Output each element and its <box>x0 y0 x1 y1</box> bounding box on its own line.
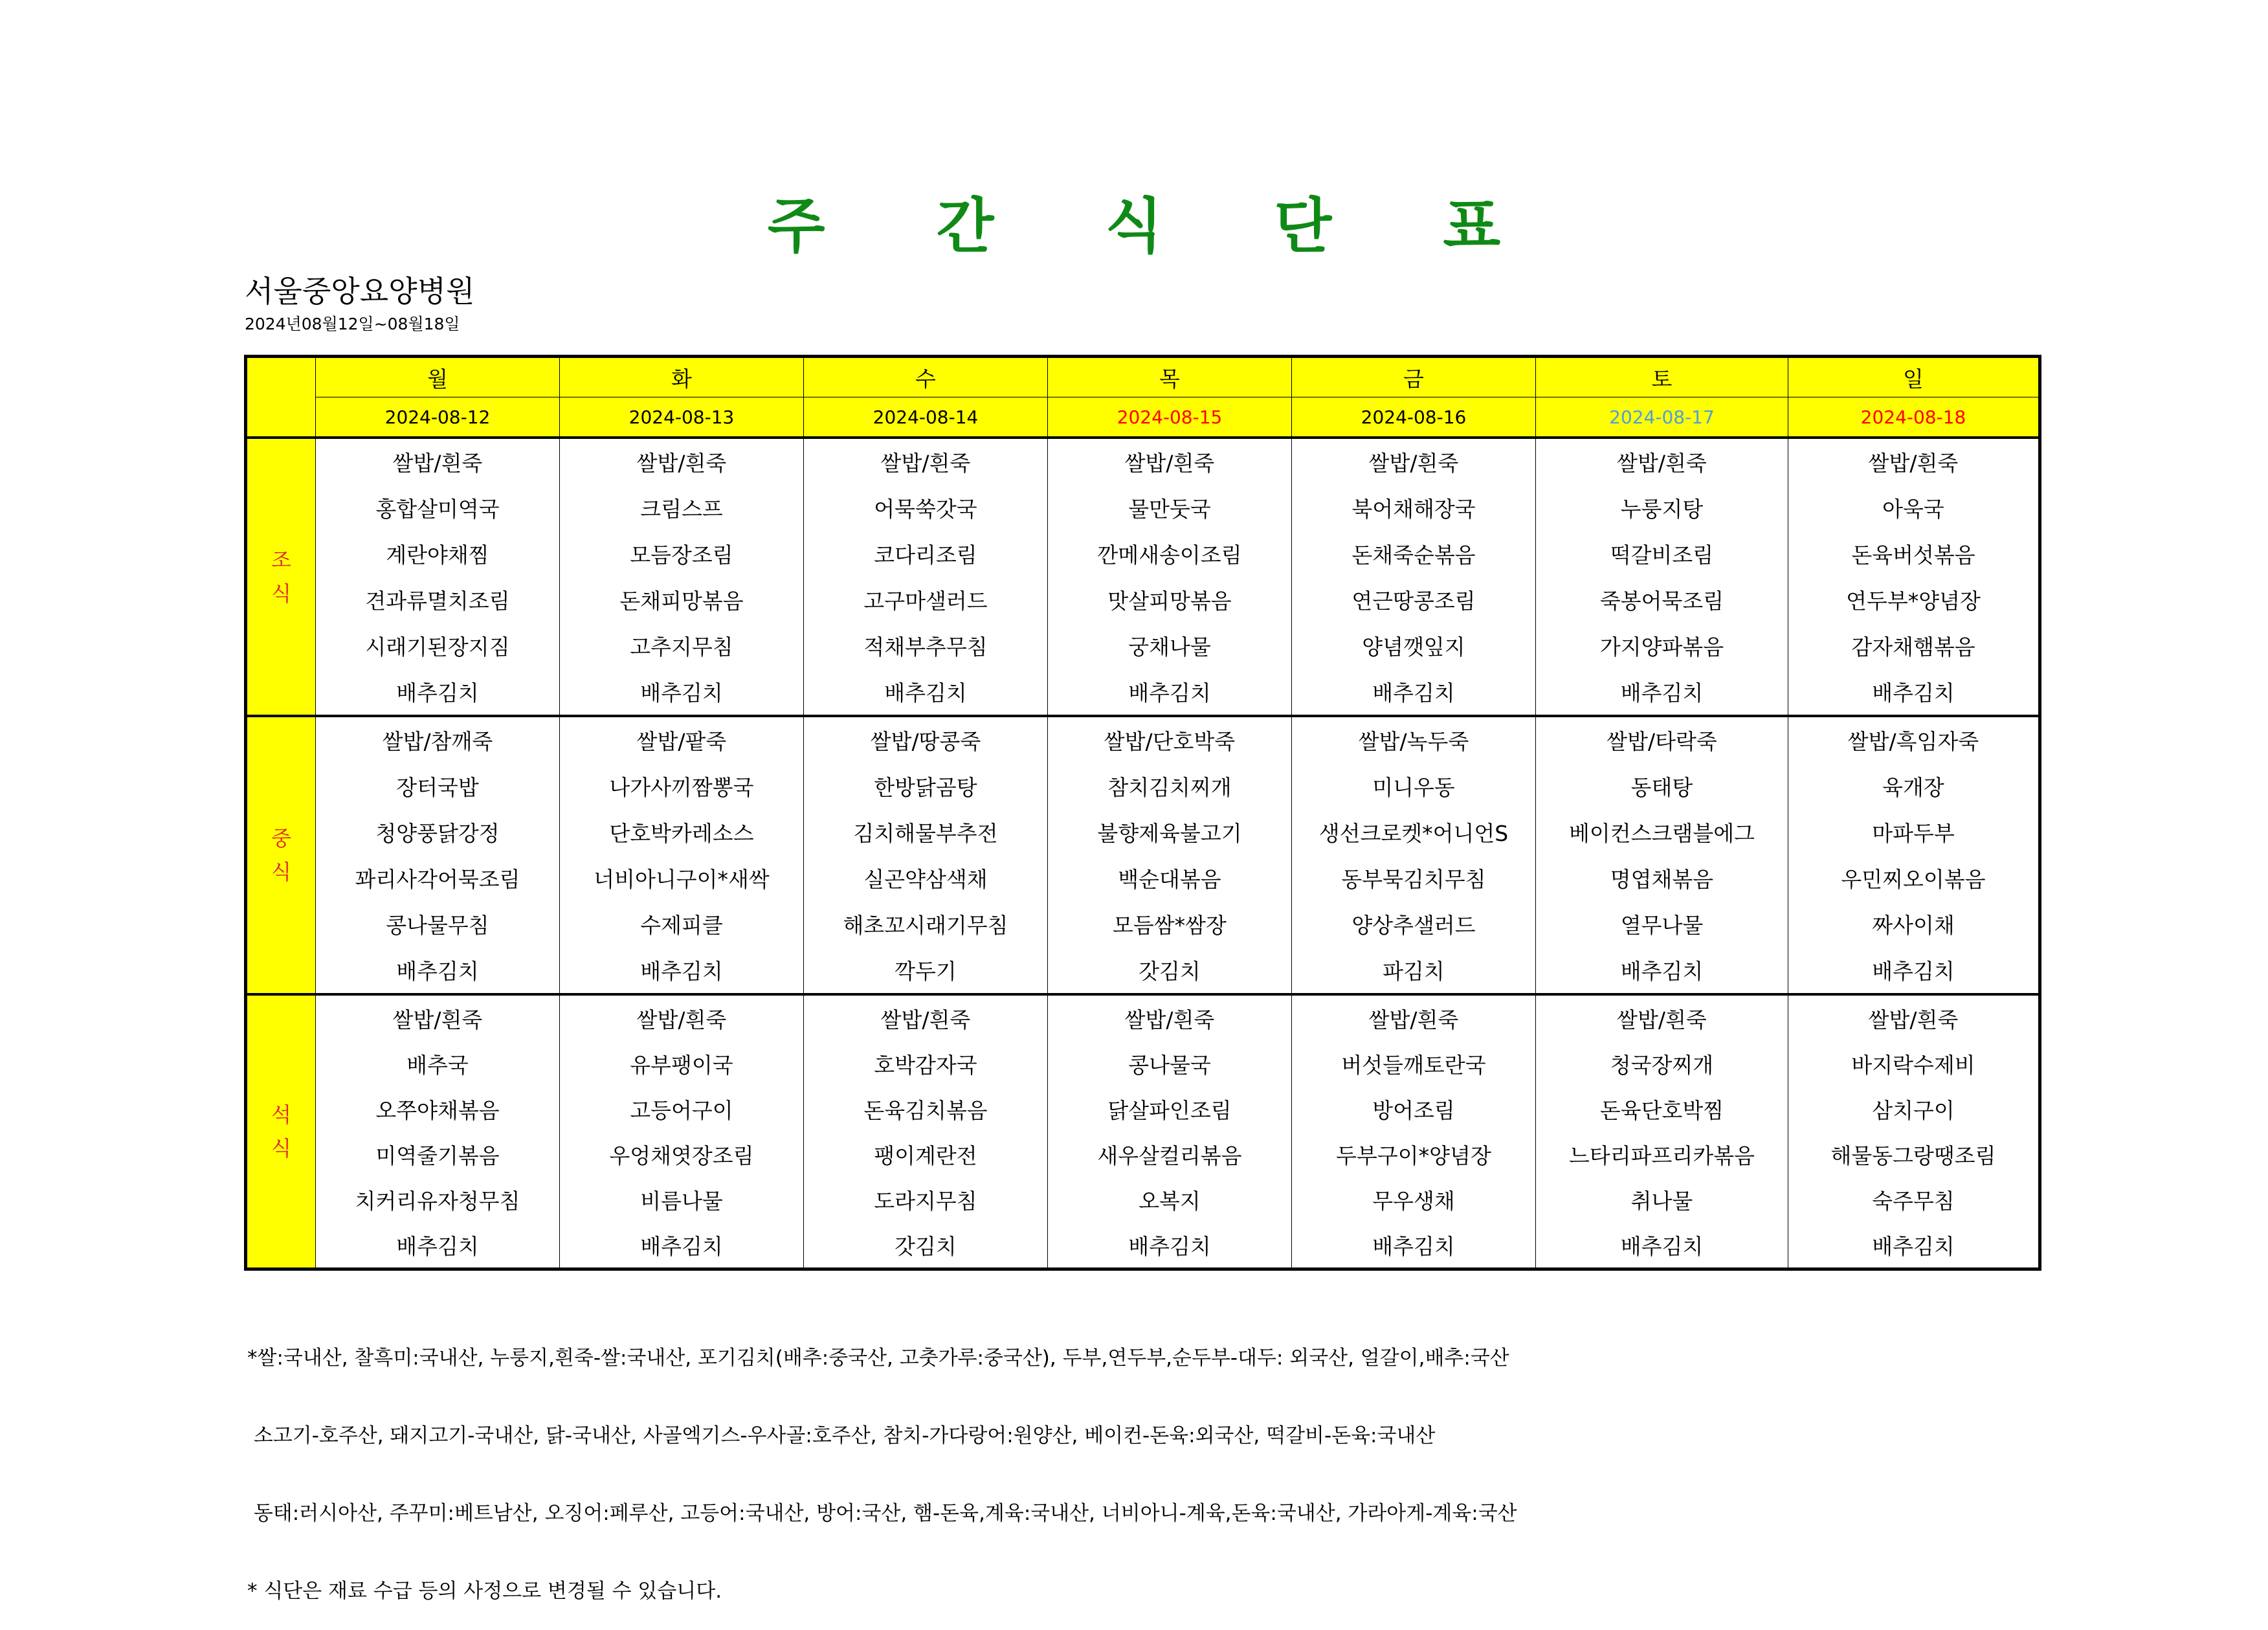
menu-dish-cell: 배추국 <box>316 1041 560 1086</box>
menu-dish-cell: 모듬장조림 <box>560 531 804 577</box>
menu-period: 2024년08월12일~08월18일 <box>245 315 460 333</box>
menu-dish-cell: 실곤약삼색채 <box>804 855 1048 901</box>
menu-dish-cell: 돈채죽순볶음 <box>1292 531 1536 577</box>
date-sun: 2024-08-18 <box>1788 397 2040 438</box>
origin-note-line: *쌀:국내산, 찰흑미:국내산, 누룽지,흰죽-쌀:국내산, 포기김치(배추:중국산, 고춧가루:중국산), 두부,연두부,순두부-대두: 외국산, 얼갈이,배추:국산 <box>247 1346 1509 1370</box>
menu-dish-cell: 김치해물부추전 <box>804 809 1048 855</box>
menu-dish-cell: 비름나물 <box>560 1177 804 1222</box>
breakfast-dish-row <box>246 669 2040 716</box>
weekday-mon: 월 <box>316 357 560 397</box>
menu-dish-cell: 도라지무침 <box>804 1177 1048 1222</box>
menu-dish-cell: 닭살파인조림 <box>1048 1086 1292 1132</box>
menu-dish-cell: 열무나물 <box>1536 901 1788 947</box>
menu-dish-cell: 방어조림 <box>1292 1086 1536 1132</box>
menu-dish-cell: 장터국밥 <box>316 763 560 809</box>
dinner-section <box>246 994 2040 1269</box>
date-fri: 2024-08-16 <box>1292 397 1536 438</box>
menu-dish-cell: 견과류멸치조림 <box>316 577 560 623</box>
menu-dish-cell: 배추김치 <box>804 669 1048 716</box>
menu-dish-cell: 누룽지탕 <box>1536 485 1788 531</box>
meal-label-char: 조 <box>271 548 291 572</box>
menu-dish-cell: 육개장 <box>1788 763 2040 809</box>
date-tue: 2024-08-13 <box>560 397 804 438</box>
menu-change-notice: * 식단은 재료 수급 등의 사정으로 변경될 수 있습니다. <box>247 1580 722 1603</box>
menu-dish-cell: 미니우동 <box>1292 763 1536 809</box>
menu-dish-cell: 쌀밥/흰죽 <box>1536 438 1788 485</box>
menu-dish-cell: 쌀밥/참깨죽 <box>316 716 560 763</box>
menu-dish-cell: 쌀밥/팥죽 <box>560 716 804 763</box>
menu-dish-cell: 취나물 <box>1536 1177 1788 1222</box>
menu-dish-cell: 배추김치 <box>560 1222 804 1269</box>
meal-label-char: 중 <box>271 826 291 851</box>
menu-dish-cell: 동부묵김치무침 <box>1292 855 1536 901</box>
menu-dish-cell: 양상추샐러드 <box>1292 901 1536 947</box>
menu-dish-cell: 쌀밥/흰죽 <box>804 438 1048 485</box>
menu-dish-cell: 쌀밥/흰죽 <box>1788 994 2040 1041</box>
menu-dish-cell: 쌀밥/흰죽 <box>1536 994 1788 1041</box>
menu-dish-cell: 새우살컬리볶음 <box>1048 1132 1292 1177</box>
menu-dish-cell: 죽봉어묵조림 <box>1536 577 1788 623</box>
menu-dish-cell: 수제피클 <box>560 901 804 947</box>
page-title: 주 간 식 단 표 <box>767 192 1546 261</box>
breakfast-dish-row <box>246 531 2040 577</box>
weekday-header-row <box>246 357 2040 397</box>
weekday-wed: 수 <box>804 357 1048 397</box>
menu-dish-cell: 어묵쑥갓국 <box>804 485 1048 531</box>
origin-note-line: 소고기-호주산, 돼지고기-국내산, 닭-국내산, 사골엑기스-우사골:호주산, 참치-가다랑어:원양산, 베이컨-돈육:외국산, 떡갈비-돈육:국내산 <box>247 1424 1436 1447</box>
menu-dish-cell: 감자채햄볶음 <box>1788 623 2040 669</box>
menu-dish-cell: 궁채나물 <box>1048 623 1292 669</box>
menu-dish-cell: 배추김치 <box>1292 1222 1536 1269</box>
hospital-name: 서울중앙요양병원 <box>245 274 475 309</box>
date-header-row <box>246 397 2040 438</box>
menu-dish-cell: 고구마샐러드 <box>804 577 1048 623</box>
meal-label-char: 식 <box>271 1136 291 1161</box>
menu-dish-cell: 유부팽이국 <box>560 1041 804 1086</box>
menu-dish-cell: 백순대볶음 <box>1048 855 1292 901</box>
menu-dish-cell: 깍두기 <box>804 947 1048 994</box>
menu-dish-cell: 쌀밥/흰죽 <box>1048 438 1292 485</box>
menu-dish-cell: 단호박카레소스 <box>560 809 804 855</box>
menu-dish-cell: 쌀밥/흰죽 <box>1788 438 2040 485</box>
menu-dish-cell: 느타리파프리카볶음 <box>1536 1132 1788 1177</box>
menu-dish-cell: 물만둣국 <box>1048 485 1292 531</box>
menu-dish-cell: 배추김치 <box>316 1222 560 1269</box>
menu-dish-cell: 베이컨스크램블에그 <box>1536 809 1788 855</box>
menu-dish-cell: 오쭈야채볶음 <box>316 1086 560 1132</box>
menu-dish-cell: 참치김치찌개 <box>1048 763 1292 809</box>
menu-dish-cell: 우민찌오이볶음 <box>1788 855 2040 901</box>
menu-dish-cell: 배추김치 <box>1788 669 2040 716</box>
corner-cell <box>246 357 316 438</box>
menu-dish-cell: 쌀밥/흰죽 <box>1292 994 1536 1041</box>
menu-dish-cell: 청국장찌개 <box>1536 1041 1788 1086</box>
breakfast-label <box>246 438 316 716</box>
menu-dish-cell: 고등어구이 <box>560 1086 804 1132</box>
menu-dish-cell: 깐메새송이조림 <box>1048 531 1292 577</box>
weekday-sat: 토 <box>1536 357 1788 397</box>
menu-dish-cell: 배추김치 <box>1788 1222 2040 1269</box>
menu-dish-cell: 무우생채 <box>1292 1177 1536 1222</box>
menu-dish-cell: 크림스프 <box>560 485 804 531</box>
menu-dish-cell: 생선크로켓*어니언S <box>1292 809 1536 855</box>
date-thu: 2024-08-15 <box>1048 397 1292 438</box>
weekday-fri: 금 <box>1292 357 1536 397</box>
menu-dish-cell: 배추김치 <box>1536 1222 1788 1269</box>
menu-dish-cell: 배추김치 <box>1536 947 1788 994</box>
menu-dish-cell: 맛살피망볶음 <box>1048 577 1292 623</box>
date-sat: 2024-08-17 <box>1536 397 1788 438</box>
dinner-dish-row <box>246 1222 2040 1269</box>
lunch-dish-row <box>246 763 2040 809</box>
menu-dish-cell: 쌀밥/단호박죽 <box>1048 716 1292 763</box>
menu-dish-cell: 꽈리사각어묵조림 <box>316 855 560 901</box>
menu-dish-cell: 쌀밥/흰죽 <box>1048 994 1292 1041</box>
menu-dish-cell: 쌀밥/땅콩죽 <box>804 716 1048 763</box>
meal-label-char: 식 <box>271 581 291 606</box>
meal-label-char: 식 <box>271 860 291 884</box>
menu-dish-cell: 시래기된장지짐 <box>316 623 560 669</box>
menu-dish-cell: 쌀밥/흰죽 <box>560 438 804 485</box>
menu-dish-cell: 쌀밥/흰죽 <box>804 994 1048 1041</box>
menu-dish-cell: 청양풍닭강정 <box>316 809 560 855</box>
menu-dish-cell: 배추김치 <box>316 947 560 994</box>
menu-dish-cell: 돈육김치볶음 <box>804 1086 1048 1132</box>
menu-dish-cell: 명엽채볶음 <box>1536 855 1788 901</box>
menu-dish-cell: 연두부*양념장 <box>1788 577 2040 623</box>
menu-dish-cell: 돈육단호박찜 <box>1536 1086 1788 1132</box>
menu-dish-cell: 적채부추무침 <box>804 623 1048 669</box>
menu-dish-cell: 불향제육불고기 <box>1048 809 1292 855</box>
menu-dish-cell: 코다리조림 <box>804 531 1048 577</box>
dinner-dish-row <box>246 1177 2040 1222</box>
menu-dish-cell: 배추김치 <box>560 947 804 994</box>
menu-dish-cell: 콩나물무침 <box>316 901 560 947</box>
breakfast-dish-row <box>246 485 2040 531</box>
origin-notes <box>247 1293 1517 1630</box>
menu-dish-cell: 돈채피망볶음 <box>560 577 804 623</box>
menu-dish-cell: 너비아니구이*새싹 <box>560 855 804 901</box>
menu-dish-cell: 갓김치 <box>804 1222 1048 1269</box>
menu-dish-cell: 해물동그랑땡조림 <box>1788 1132 2040 1177</box>
menu-dish-cell: 오복지 <box>1048 1177 1292 1222</box>
lunch-section <box>246 716 2040 994</box>
menu-dish-cell: 북어채해장국 <box>1292 485 1536 531</box>
origin-note-line: 동태:러시아산, 주꾸미:베트남산, 오징어:페루산, 고등어:국내산, 방어:국산, 햄-돈육,계육:국내산, 너비아니-계육,돈육:국내산, 가라아게-계육:국산 <box>247 1502 1517 1525</box>
menu-dish-cell: 쌀밥/흰죽 <box>316 438 560 485</box>
menu-dish-cell: 갓김치 <box>1048 947 1292 994</box>
menu-dish-cell: 한방닭곰탕 <box>804 763 1048 809</box>
menu-dish-cell: 돈육버섯볶음 <box>1788 531 2040 577</box>
lunch-dish-row <box>246 716 2040 763</box>
menu-dish-cell: 배추김치 <box>1048 1222 1292 1269</box>
menu-dish-cell: 버섯들깨토란국 <box>1292 1041 1536 1086</box>
menu-dish-cell: 쌀밥/흰죽 <box>560 994 804 1041</box>
meal-label-char: 석 <box>271 1102 291 1127</box>
dinner-label <box>246 994 316 1269</box>
menu-dish-cell: 마파두부 <box>1788 809 2040 855</box>
menu-dish-cell: 해초꼬시래기무침 <box>804 901 1048 947</box>
dinner-dish-row <box>246 1041 2040 1086</box>
breakfast-section <box>246 438 2040 716</box>
menu-dish-cell: 떡갈비조림 <box>1536 531 1788 577</box>
menu-dish-cell: 쌀밥/흑임자죽 <box>1788 716 2040 763</box>
breakfast-dish-row <box>246 577 2040 623</box>
lunch-dish-row <box>246 901 2040 947</box>
lunch-dish-row <box>246 809 2040 855</box>
menu-dish-cell: 치커리유자청무침 <box>316 1177 560 1222</box>
lunch-dish-row <box>246 855 2040 901</box>
menu-dish-cell: 나가사끼짬뽕국 <box>560 763 804 809</box>
menu-dish-cell: 쌀밥/녹두죽 <box>1292 716 1536 763</box>
weekday-thu: 목 <box>1048 357 1292 397</box>
menu-dish-cell: 콩나물국 <box>1048 1041 1292 1086</box>
dinner-dish-row <box>246 994 2040 1041</box>
menu-dish-cell: 계란야채찜 <box>316 531 560 577</box>
menu-dish-cell: 쌀밥/타락죽 <box>1536 716 1788 763</box>
menu-dish-cell: 양념깻잎지 <box>1292 623 1536 669</box>
breakfast-dish-row <box>246 623 2040 669</box>
menu-dish-cell: 배추김치 <box>316 669 560 716</box>
menu-dish-cell: 모듬쌈*쌈장 <box>1048 901 1292 947</box>
date-wed: 2024-08-14 <box>804 397 1048 438</box>
menu-dish-cell: 짜사이채 <box>1788 901 2040 947</box>
menu-dish-cell: 고추지무침 <box>560 623 804 669</box>
menu-dish-cell: 배추김치 <box>560 669 804 716</box>
menu-dish-cell: 삼치구이 <box>1788 1086 2040 1132</box>
menu-dish-cell: 우엉채엿장조림 <box>560 1132 804 1177</box>
menu-dish-cell: 파김치 <box>1292 947 1536 994</box>
dinner-dish-row <box>246 1132 2040 1177</box>
menu-dish-cell: 쌀밥/흰죽 <box>316 994 560 1041</box>
menu-dish-cell: 숙주무침 <box>1788 1177 2040 1222</box>
weekday-sun: 일 <box>1788 357 2040 397</box>
menu-dish-cell: 바지락수제비 <box>1788 1041 2040 1086</box>
menu-dish-cell: 쌀밥/흰죽 <box>1292 438 1536 485</box>
menu-dish-cell: 가지양파볶음 <box>1536 623 1788 669</box>
menu-dish-cell: 배추김치 <box>1048 669 1292 716</box>
menu-dish-cell: 두부구이*양념장 <box>1292 1132 1536 1177</box>
menu-dish-cell: 호박감자국 <box>804 1041 1048 1086</box>
menu-dish-cell: 배추김치 <box>1536 669 1788 716</box>
dinner-dish-row <box>246 1086 2040 1132</box>
menu-dish-cell: 배추김치 <box>1788 947 2040 994</box>
weekday-tue: 화 <box>560 357 804 397</box>
breakfast-dish-row <box>246 438 2040 485</box>
menu-dish-cell: 배추김치 <box>1292 669 1536 716</box>
menu-dish-cell: 동태탕 <box>1536 763 1788 809</box>
lunch-dish-row <box>246 947 2040 994</box>
menu-dish-cell: 팽이계란전 <box>804 1132 1048 1177</box>
lunch-label <box>246 716 316 994</box>
menu-dish-cell: 아욱국 <box>1788 485 2040 531</box>
menu-dish-cell: 홍합살미역국 <box>316 485 560 531</box>
menu-dish-cell: 미역줄기볶음 <box>316 1132 560 1177</box>
date-mon: 2024-08-12 <box>316 397 560 438</box>
menu-dish-cell: 연근땅콩조림 <box>1292 577 1536 623</box>
weekly-menu-table <box>244 355 2041 1271</box>
